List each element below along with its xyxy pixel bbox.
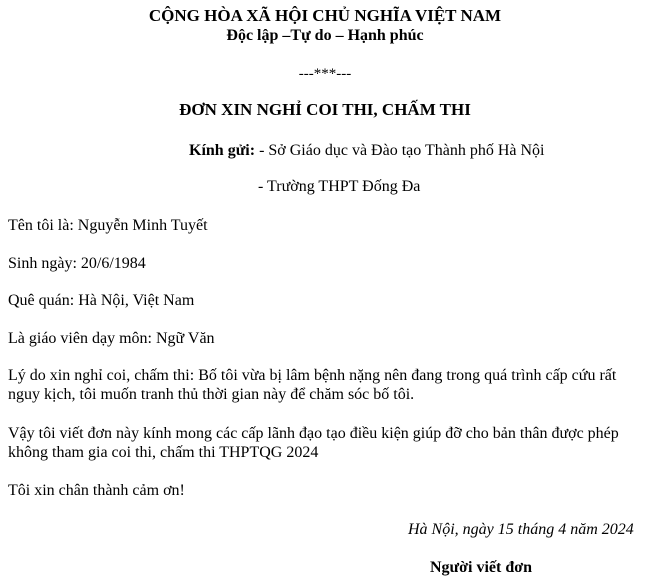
request-line-2: không tham gia coi thi, chấm thi THPTQG 2024 — [8, 444, 319, 461]
subject-line: Là giáo viên dạy môn: Ngữ Văn — [8, 330, 215, 347]
separator: ---***--- — [298, 66, 352, 82]
name-line: Tên tôi là: Nguyễn Minh Tuyết — [8, 217, 208, 234]
recipient-line-1 — [189, 141, 545, 161]
thanks-line: Tôi xin chân thành cảm ơn! — [8, 482, 185, 499]
recipient-label: Kính gửi: — [189, 142, 256, 159]
motto-heading: Độc lập –Tự do – Hạnh phúc — [226, 27, 424, 44]
request-line-1: Vậy tôi viết đơn này kính mong các cấp lãnh đạo tạo điều kiện giúp đỡ cho bản thân được phép — [8, 425, 619, 442]
recipient-2: - Trường THPT Đống Đa — [258, 178, 421, 195]
reason-line-1: Lý do xin nghỉ coi, chấm thi: Bố tôi vừa bị lâm bệnh nặng nên đang trong quá trình cấp cứu rất — [8, 367, 617, 384]
recipient-1: - Sở Giáo dục và Đào tạo Thành phố Hà Nội — [255, 142, 545, 159]
signer-label: Người viết đơn — [430, 559, 532, 576]
document-title: ĐƠN XIN NGHỈ COI THI, CHẤM THI — [179, 100, 471, 119]
reason-line-2: nguy kịch, tôi muốn tranh thủ thời gian này để chăm sóc bố tôi. — [8, 386, 415, 403]
nation-heading: CỘNG HÒA XÃ HỘI CHỦ NGHĨA VIỆT NAM — [148, 6, 502, 25]
place-date: Hà Nội, ngày 15 tháng 4 năm 2024 — [408, 521, 634, 538]
hometown-line: Quê quán: Hà Nội, Việt Nam — [8, 292, 195, 309]
dob-line: Sinh ngày: 20/6/1984 — [8, 255, 146, 272]
